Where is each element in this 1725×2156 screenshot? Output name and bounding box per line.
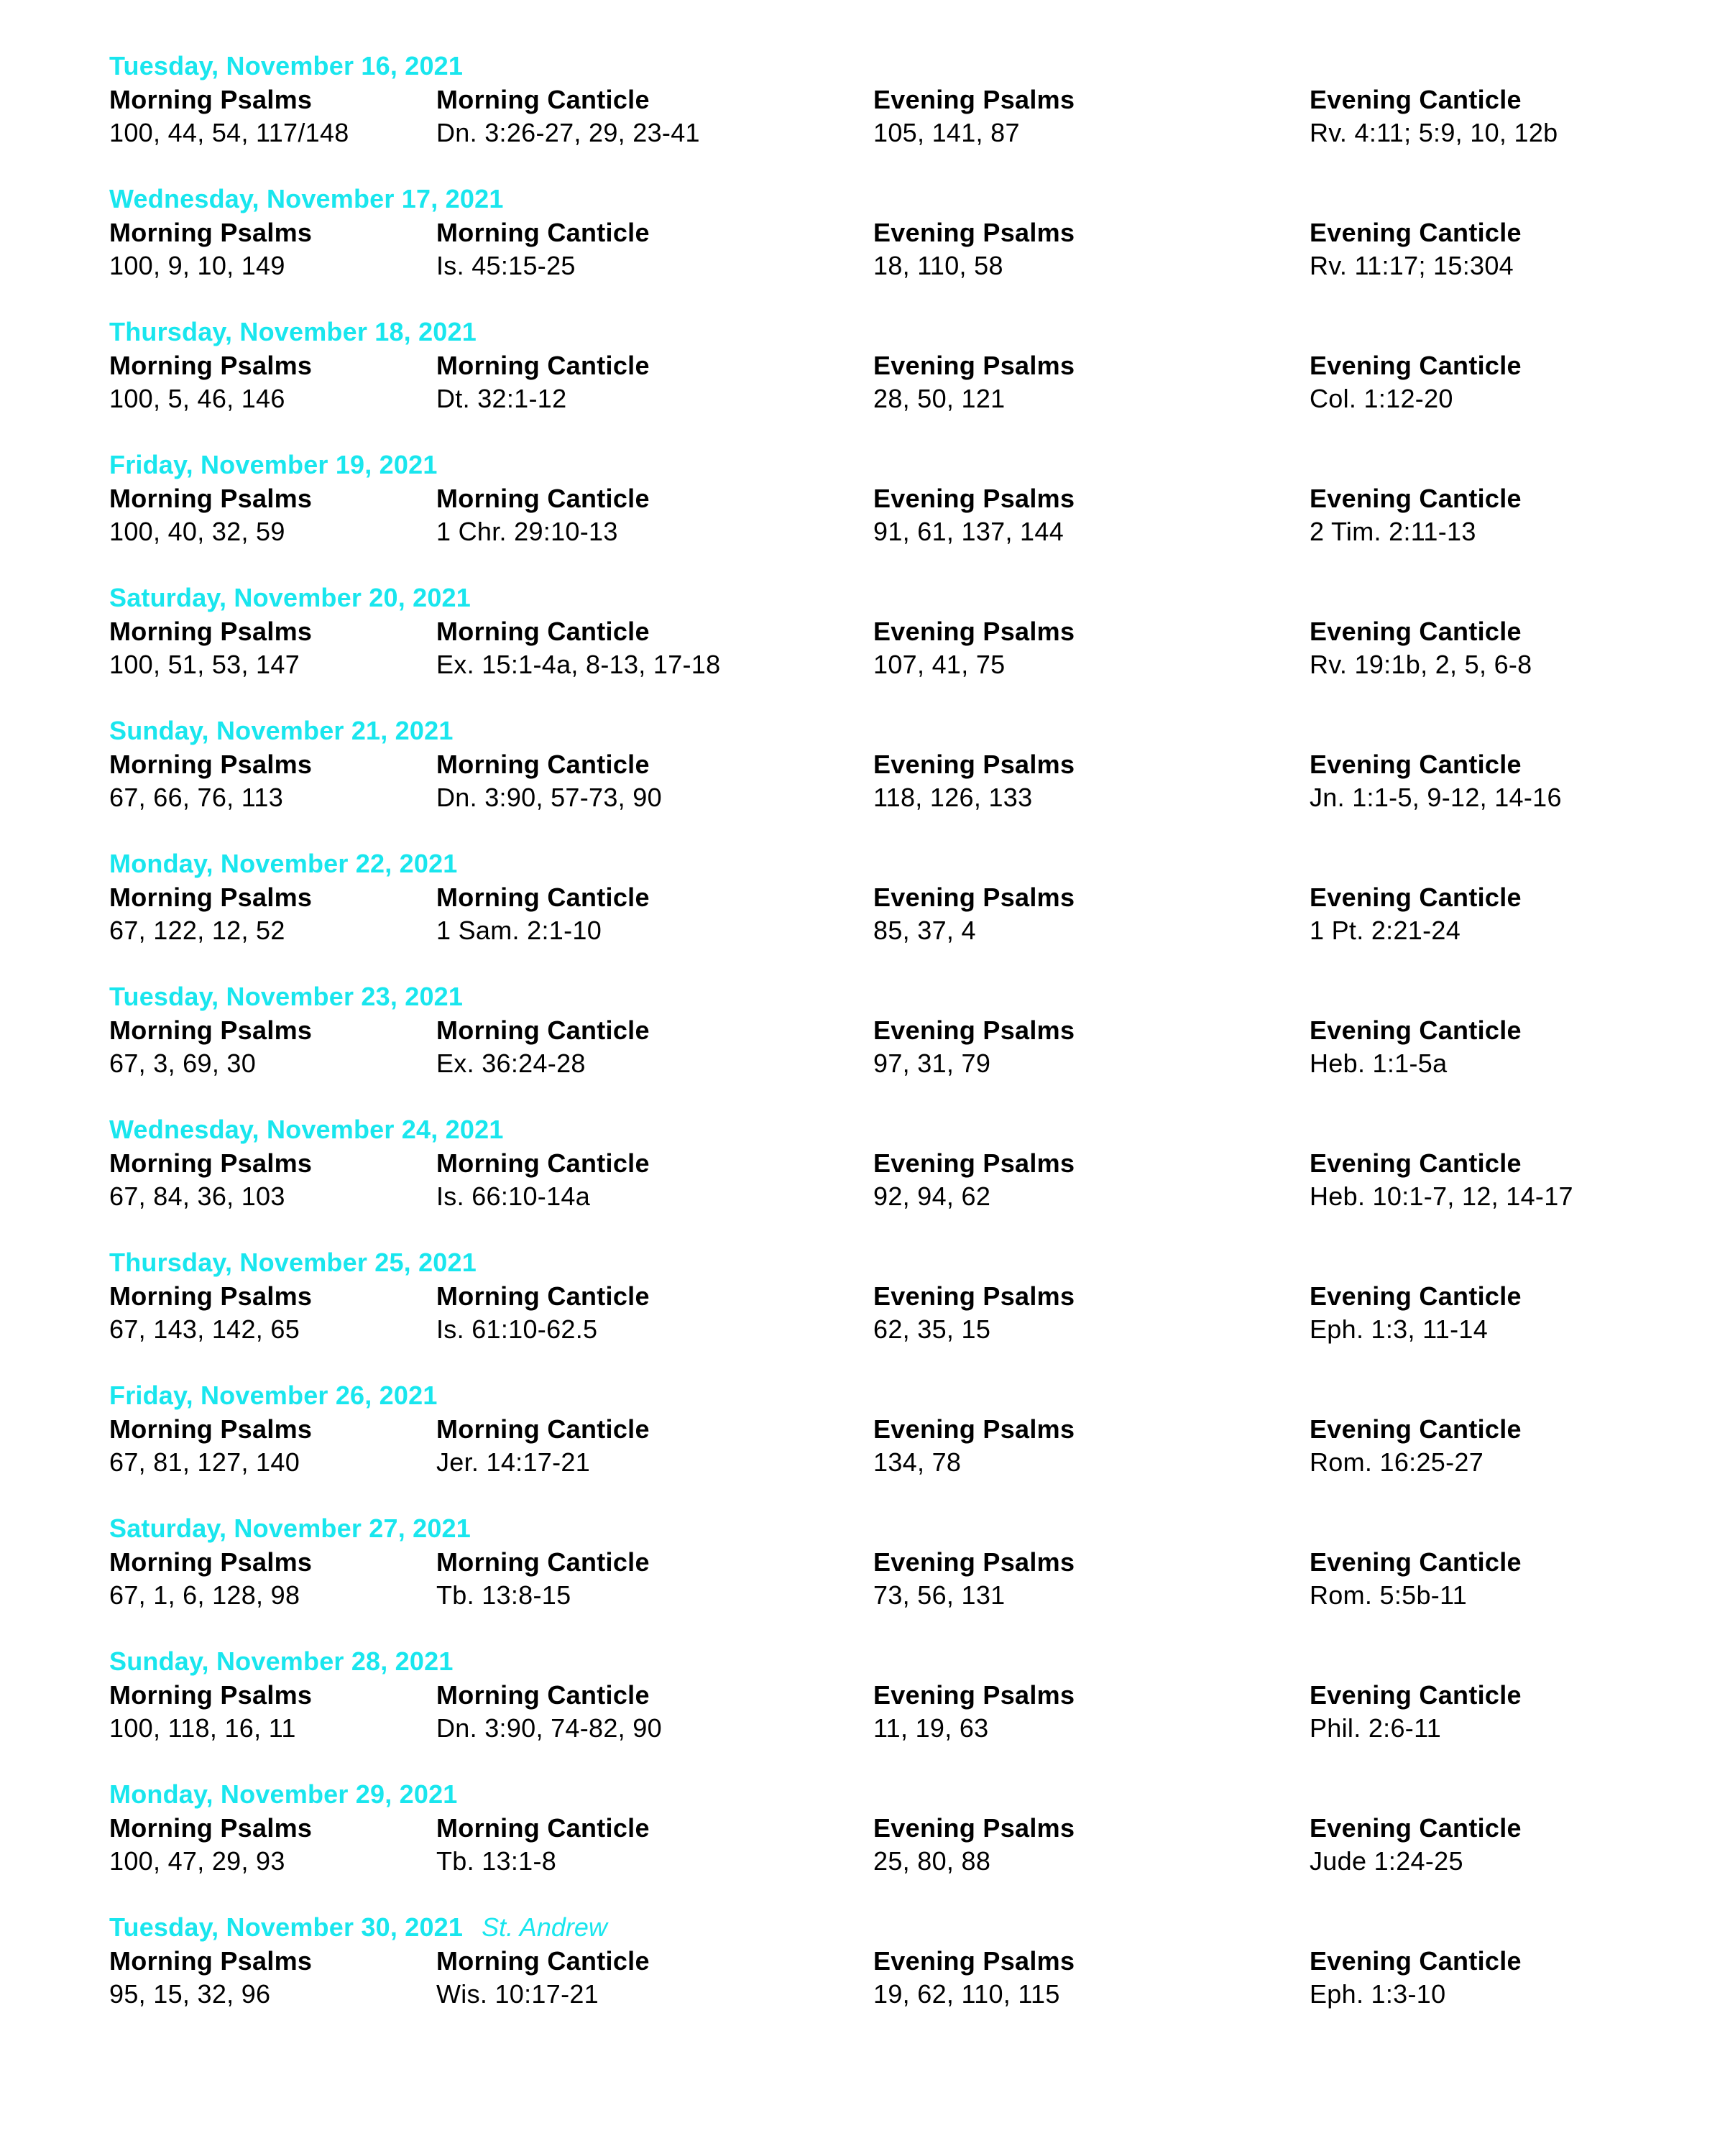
day-entry [109, 1114, 1655, 1247]
morning-psalms-value: 100, 44, 54, 117/148 [109, 118, 349, 147]
morning-psalms-value: 67, 81, 127, 140 [109, 1447, 300, 1477]
evening-psalms-label: Evening Psalms [873, 1680, 1075, 1710]
evening-psalms-column [873, 1413, 1075, 1479]
evening-canticle-column [1310, 1147, 1573, 1213]
evening-psalms-value: 118, 126, 133 [873, 783, 1033, 812]
morning-psalms-column [109, 615, 312, 681]
day-entry [109, 449, 1655, 582]
day-date: Tuesday, November 30, 2021 [109, 1912, 464, 1942]
evening-psalms-column [873, 748, 1075, 814]
evening-canticle-label: Evening Canticle [1310, 1946, 1522, 1976]
day-header [109, 1380, 456, 1411]
morning-canticle-value: 1 Chr. 29:10-13 [436, 517, 618, 546]
evening-canticle-column [1310, 1812, 1522, 1878]
evening-canticle-label: Evening Canticle [1310, 484, 1522, 513]
morning-canticle-value: Dn. 3:26-27, 29, 23-41 [436, 118, 700, 147]
evening-canticle-column [1310, 1413, 1522, 1479]
evening-canticle-column [1310, 349, 1522, 415]
day-entry [109, 316, 1655, 449]
evening-psalms-column [873, 1945, 1075, 2011]
day-date: Sunday, November 21, 2021 [109, 716, 454, 745]
morning-psalms-column [109, 1812, 312, 1878]
morning-canticle-label: Morning Canticle [436, 218, 650, 247]
morning-canticle-column [436, 881, 650, 947]
day-header [109, 1513, 489, 1544]
morning-canticle-label: Morning Canticle [436, 617, 650, 646]
morning-psalms-label: Morning Psalms [109, 85, 313, 114]
evening-psalms-column [873, 216, 1075, 282]
morning-psalms-value: 95, 15, 32, 96 [109, 1979, 271, 2009]
evening-psalms-column [873, 1147, 1075, 1213]
morning-psalms-value: 100, 40, 32, 59 [109, 517, 285, 546]
morning-psalms-label: Morning Psalms [109, 218, 313, 247]
evening-psalms-label: Evening Psalms [873, 1015, 1075, 1045]
evening-canticle-column [1310, 83, 1558, 149]
evening-psalms-label: Evening Psalms [873, 750, 1075, 779]
evening-psalms-value: 18, 110, 58 [873, 251, 1003, 280]
day-entry [109, 1646, 1655, 1779]
morning-psalms-value: 100, 51, 53, 147 [109, 650, 300, 679]
morning-canticle-label: Morning Canticle [436, 1015, 650, 1045]
morning-psalms-column [109, 482, 312, 548]
evening-canticle-label: Evening Canticle [1310, 1015, 1522, 1045]
morning-canticle-column [436, 1945, 650, 2011]
evening-canticle-value: Rv. 4:11; 5:9, 10, 12b [1310, 118, 1558, 147]
morning-canticle-value: Dn. 3:90, 57-73, 90 [436, 783, 662, 812]
morning-canticle-label: Morning Canticle [436, 1813, 650, 1843]
evening-canticle-value: Rv. 19:1b, 2, 5, 6-8 [1310, 650, 1532, 679]
morning-psalms-value: 100, 47, 29, 93 [109, 1846, 285, 1876]
morning-psalms-column [109, 748, 312, 814]
evening-psalms-value: 73, 56, 131 [873, 1580, 1006, 1610]
morning-psalms-value: 100, 118, 16, 11 [109, 1713, 296, 1743]
evening-psalms-value: 134, 78 [873, 1447, 962, 1477]
evening-canticle-value: Eph. 1:3, 11-14 [1310, 1314, 1489, 1344]
morning-psalms-value: 67, 143, 142, 65 [109, 1314, 300, 1344]
evening-psalms-value: 25, 80, 88 [873, 1846, 991, 1876]
morning-psalms-column [109, 1014, 312, 1080]
evening-canticle-column [1310, 748, 1562, 814]
morning-canticle-label: Morning Canticle [436, 1148, 650, 1178]
day-entry [109, 1247, 1655, 1380]
morning-canticle-column [436, 83, 700, 149]
evening-psalms-column [873, 1812, 1075, 1878]
morning-canticle-value: Is. 66:10-14a [436, 1181, 591, 1211]
day-entry [109, 582, 1655, 715]
morning-canticle-column [436, 482, 650, 548]
morning-canticle-value: 1 Sam. 2:1-10 [436, 916, 602, 945]
day-date: Tuesday, November 16, 2021 [109, 51, 464, 80]
evening-canticle-column [1310, 615, 1532, 681]
evening-canticle-column [1310, 1679, 1522, 1745]
evening-canticle-value: Jude 1:24-25 [1310, 1846, 1463, 1876]
morning-psalms-label: Morning Psalms [109, 351, 313, 380]
morning-psalms-column [109, 1280, 312, 1346]
day-header [109, 1646, 472, 1677]
morning-canticle-column [436, 1679, 662, 1745]
evening-canticle-value: Col. 1:12-20 [1310, 384, 1453, 413]
evening-psalms-value: 28, 50, 121 [873, 384, 1006, 413]
evening-canticle-column [1310, 1014, 1522, 1080]
evening-psalms-label: Evening Psalms [873, 484, 1075, 513]
morning-psalms-column [109, 83, 349, 149]
morning-canticle-label: Morning Canticle [436, 1547, 650, 1577]
morning-canticle-label: Morning Canticle [436, 883, 650, 912]
day-header [109, 316, 495, 348]
evening-canticle-label: Evening Canticle [1310, 750, 1522, 779]
morning-canticle-column [436, 1014, 650, 1080]
evening-psalms-value: 91, 61, 137, 144 [873, 517, 1064, 546]
morning-psalms-label: Morning Psalms [109, 484, 313, 513]
evening-psalms-value: 11, 19, 63 [873, 1713, 989, 1743]
morning-canticle-column [436, 1812, 650, 1878]
evening-canticle-column [1310, 1546, 1522, 1612]
evening-psalms-column [873, 615, 1075, 681]
morning-canticle-value: Is. 45:15-25 [436, 251, 576, 280]
evening-canticle-label: Evening Canticle [1310, 1680, 1522, 1710]
evening-psalms-label: Evening Psalms [873, 218, 1075, 247]
day-date: Wednesday, November 24, 2021 [109, 1115, 504, 1144]
day-date: Wednesday, November 17, 2021 [109, 184, 504, 213]
day-entry [109, 715, 1655, 848]
evening-psalms-column [873, 1014, 1075, 1080]
morning-psalms-value: 67, 3, 69, 30 [109, 1049, 257, 1078]
evening-canticle-value: Heb. 10:1-7, 12, 14-17 [1310, 1181, 1573, 1211]
evening-canticle-label: Evening Canticle [1310, 1547, 1522, 1577]
evening-psalms-label: Evening Psalms [873, 1281, 1075, 1311]
evening-psalms-label: Evening Psalms [873, 1547, 1075, 1577]
morning-psalms-label: Morning Psalms [109, 1414, 313, 1444]
morning-canticle-value: Is. 61:10-62.5 [436, 1314, 598, 1344]
day-entry [109, 50, 1655, 183]
morning-canticle-value: Ex. 15:1-4a, 8-13, 17-18 [436, 650, 721, 679]
evening-psalms-label: Evening Psalms [873, 883, 1075, 912]
evening-psalms-column [873, 1280, 1075, 1346]
morning-canticle-value: Jer. 14:17-21 [436, 1447, 591, 1477]
morning-psalms-label: Morning Psalms [109, 1281, 313, 1311]
evening-canticle-label: Evening Canticle [1310, 1813, 1522, 1843]
morning-psalms-value: 67, 66, 76, 113 [109, 783, 284, 812]
morning-psalms-column [109, 1945, 312, 2011]
evening-psalms-value: 107, 41, 75 [873, 650, 1006, 679]
morning-canticle-column [436, 1546, 650, 1612]
evening-canticle-column [1310, 216, 1522, 282]
evening-canticle-value: 1 Pt. 2:21-24 [1310, 916, 1461, 945]
morning-canticle-label: Morning Canticle [436, 484, 650, 513]
evening-canticle-column [1310, 482, 1522, 548]
evening-psalms-value: 19, 62, 110, 115 [873, 1979, 1060, 2009]
evening-psalms-column [873, 482, 1075, 548]
evening-psalms-label: Evening Psalms [873, 617, 1075, 646]
morning-canticle-value: Tb. 13:1-8 [436, 1846, 557, 1876]
morning-canticle-column [436, 349, 650, 415]
day-header [109, 981, 482, 1013]
evening-canticle-label: Evening Canticle [1310, 218, 1522, 247]
morning-psalms-column [109, 881, 312, 947]
morning-psalms-value: 67, 122, 12, 52 [109, 916, 285, 945]
morning-psalms-label: Morning Psalms [109, 1813, 313, 1843]
day-header [109, 582, 489, 614]
morning-canticle-value: Dn. 3:90, 74-82, 90 [436, 1713, 662, 1743]
day-entry [109, 1912, 1655, 2045]
evening-canticle-value: Rv. 11:17; 15:304 [1310, 251, 1514, 280]
morning-psalms-label: Morning Psalms [109, 617, 313, 646]
evening-psalms-label: Evening Psalms [873, 1148, 1075, 1178]
morning-psalms-label: Morning Psalms [109, 883, 313, 912]
morning-psalms-label: Morning Psalms [109, 1547, 313, 1577]
day-date: Sunday, November 28, 2021 [109, 1646, 454, 1676]
evening-psalms-value: 62, 35, 15 [873, 1314, 991, 1344]
day-date: Tuesday, November 23, 2021 [109, 982, 464, 1011]
morning-psalms-column [109, 1413, 312, 1479]
evening-canticle-value: Jn. 1:1-5, 9-12, 14-16 [1310, 783, 1562, 812]
morning-psalms-label: Morning Psalms [109, 1148, 313, 1178]
evening-canticle-label: Evening Canticle [1310, 351, 1522, 380]
morning-psalms-column [109, 1679, 312, 1745]
morning-canticle-label: Morning Canticle [436, 1946, 650, 1976]
evening-psalms-value: 97, 31, 79 [873, 1049, 991, 1078]
morning-psalms-column [109, 216, 312, 282]
evening-canticle-value: Eph. 1:3-10 [1310, 1979, 1446, 2009]
evening-psalms-label: Evening Psalms [873, 85, 1075, 114]
evening-psalms-value: 92, 94, 62 [873, 1181, 991, 1211]
evening-canticle-value: Rom. 16:25-27 [1310, 1447, 1484, 1477]
evening-canticle-label: Evening Canticle [1310, 883, 1522, 912]
evening-canticle-label: Evening Canticle [1310, 1281, 1522, 1311]
day-header [109, 1114, 523, 1146]
evening-psalms-label: Evening Psalms [873, 1946, 1075, 1976]
morning-psalms-value: 67, 1, 6, 128, 98 [109, 1580, 300, 1610]
morning-canticle-value: Tb. 13:8-15 [436, 1580, 571, 1610]
morning-canticle-label: Morning Canticle [436, 351, 650, 380]
evening-psalms-value: 85, 37, 4 [873, 916, 976, 945]
evening-psalms-column [873, 881, 1075, 947]
day-header [109, 50, 482, 82]
day-date: Monday, November 22, 2021 [109, 849, 458, 878]
day-date: Thursday, November 25, 2021 [109, 1248, 477, 1277]
evening-psalms-value: 105, 141, 87 [873, 118, 1020, 147]
morning-canticle-value: Wis. 10:17-21 [436, 1979, 599, 2009]
evening-canticle-column [1310, 1945, 1522, 2011]
day-entry [109, 183, 1655, 316]
morning-psalms-column [109, 1546, 312, 1612]
evening-canticle-label: Evening Canticle [1310, 85, 1522, 114]
morning-canticle-column [436, 748, 662, 814]
day-header [109, 1912, 607, 1943]
day-date: Friday, November 19, 2021 [109, 450, 438, 479]
day-entry [109, 1380, 1655, 1513]
morning-psalms-label: Morning Psalms [109, 1946, 313, 1976]
evening-canticle-label: Evening Canticle [1310, 1148, 1522, 1178]
day-header [109, 848, 477, 880]
morning-psalms-label: Morning Psalms [109, 750, 313, 779]
morning-psalms-column [109, 349, 312, 415]
day-entry [109, 1513, 1655, 1646]
morning-psalms-value: 67, 84, 36, 103 [109, 1181, 285, 1211]
morning-canticle-label: Morning Canticle [436, 1680, 650, 1710]
psalm-schedule [109, 50, 1655, 2045]
evening-psalms-label: Evening Psalms [873, 351, 1075, 380]
morning-canticle-column [436, 615, 720, 681]
evening-canticle-label: Evening Canticle [1310, 617, 1522, 646]
evening-psalms-column [873, 349, 1075, 415]
morning-canticle-label: Morning Canticle [436, 750, 650, 779]
morning-canticle-column [436, 1147, 650, 1213]
evening-psalms-column [873, 1546, 1075, 1612]
evening-canticle-value: Phil. 2:6-11 [1310, 1713, 1442, 1743]
morning-canticle-label: Morning Canticle [436, 85, 650, 114]
morning-psalms-label: Morning Psalms [109, 1015, 313, 1045]
evening-canticle-value: Rom. 5:5b-11 [1310, 1580, 1468, 1610]
morning-psalms-label: Morning Psalms [109, 1680, 313, 1710]
day-header [109, 715, 472, 747]
evening-canticle-label: Evening Canticle [1310, 1414, 1522, 1444]
day-header [109, 183, 523, 215]
evening-canticle-column [1310, 1280, 1522, 1346]
evening-canticle-value: 2 Tim. 2:11-13 [1310, 517, 1476, 546]
morning-canticle-column [436, 1413, 650, 1479]
morning-canticle-column [436, 216, 650, 282]
morning-canticle-value: Ex. 36:24-28 [436, 1049, 586, 1078]
evening-psalms-label: Evening Psalms [873, 1414, 1075, 1444]
day-date: Friday, November 26, 2021 [109, 1381, 438, 1410]
feast-name: St. Andrew [482, 1912, 607, 1942]
morning-psalms-value: 100, 5, 46, 146 [109, 384, 285, 413]
evening-canticle-value: Heb. 1:1-5a [1310, 1049, 1448, 1078]
day-date: Saturday, November 20, 2021 [109, 583, 471, 612]
morning-psalms-column [109, 1147, 312, 1213]
day-date: Thursday, November 18, 2021 [109, 317, 477, 346]
morning-canticle-value: Dt. 32:1-12 [436, 384, 567, 413]
day-header [109, 449, 456, 481]
morning-canticle-label: Morning Canticle [436, 1281, 650, 1311]
day-date: Monday, November 29, 2021 [109, 1779, 458, 1809]
morning-psalms-value: 100, 9, 10, 149 [109, 251, 285, 280]
evening-psalms-column [873, 1679, 1075, 1745]
evening-psalms-column [873, 83, 1075, 149]
day-header [109, 1779, 477, 1810]
evening-psalms-label: Evening Psalms [873, 1813, 1075, 1843]
evening-canticle-column [1310, 881, 1522, 947]
day-entry [109, 1779, 1655, 1912]
day-date: Saturday, November 27, 2021 [109, 1514, 471, 1543]
morning-canticle-label: Morning Canticle [436, 1414, 650, 1444]
day-header [109, 1247, 495, 1279]
morning-canticle-column [436, 1280, 650, 1346]
day-entry [109, 981, 1655, 1114]
day-entry [109, 848, 1655, 981]
